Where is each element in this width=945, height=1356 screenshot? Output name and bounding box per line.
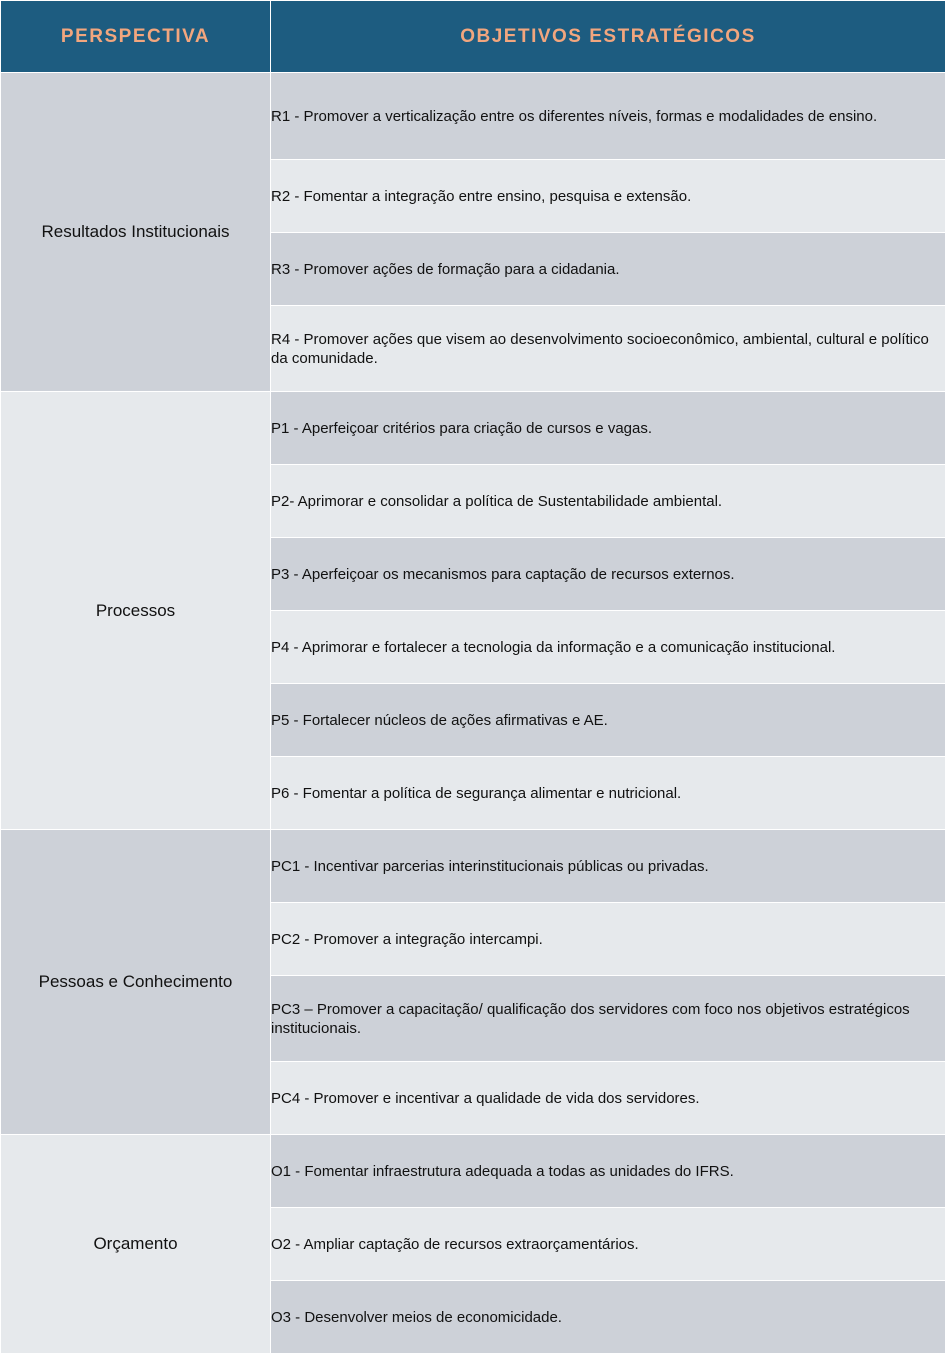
objective-cell: R2 - Fomentar a integração entre ensino, pesquisa e extensão. (271, 160, 945, 233)
objective-cell: PC1 - Incentivar parcerias interinstitucionais públicas ou privadas. (271, 830, 945, 903)
perspective-cell: Pessoas e Conhecimento (1, 830, 271, 1135)
objective-cell: R1 - Promover a verticalização entre os diferentes níveis, formas e modalidades de ensino. (271, 73, 945, 160)
objective-cell: P1 - Aperfeiçoar critérios para criação de cursos e vagas. (271, 392, 945, 465)
objective-cell: R3 - Promover ações de formação para a cidadania. (271, 233, 945, 306)
objective-cell: PC4 - Promover e incentivar a qualidade de vida dos servidores. (271, 1062, 945, 1135)
table-row (1, 1135, 945, 1208)
header-perspectiva: PERSPECTIVA (1, 1, 271, 73)
table-row (1, 73, 945, 160)
table-row (1, 392, 945, 465)
objective-cell: P5 - Fortalecer núcleos de ações afirmativas e AE. (271, 684, 945, 757)
header-objetivos: OBJETIVOS ESTRATÉGICOS (271, 1, 945, 73)
objective-cell: P2- Aprimorar e consolidar a política de Sustentabilidade ambiental. (271, 465, 945, 538)
objective-cell: O1 - Fomentar infraestrutura adequada a todas as unidades do IFRS. (271, 1135, 945, 1208)
objective-cell: O2 - Ampliar captação de recursos extraorçamentários. (271, 1208, 945, 1281)
objective-cell: PC3 – Promover a capacitação/ qualificação dos servidores com foco nos objetivos estratégicos institucionais. (271, 976, 945, 1062)
objective-cell: R4 - Promover ações que visem ao desenvolvimento socioeconômico, ambiental, cultural e político da comunidade. (271, 306, 945, 392)
perspective-cell: Orçamento (1, 1135, 271, 1354)
perspective-cell: Resultados Institucionais (1, 73, 271, 392)
objective-cell: PC2 - Promover a integração intercampi. (271, 903, 945, 976)
objective-cell: O3 - Desenvolver meios de economicidade. (271, 1281, 945, 1354)
objective-cell: P3 - Aperfeiçoar os mecanismos para captação de recursos externos. (271, 538, 945, 611)
objective-cell: P6 - Fomentar a política de segurança alimentar e nutricional. (271, 757, 945, 830)
objective-cell: P4 - Aprimorar e fortalecer a tecnologia da informação e a comunicação institucional. (271, 611, 945, 684)
table-header-row (1, 1, 945, 73)
perspective-cell: Processos (1, 392, 271, 830)
table-row (1, 830, 945, 903)
